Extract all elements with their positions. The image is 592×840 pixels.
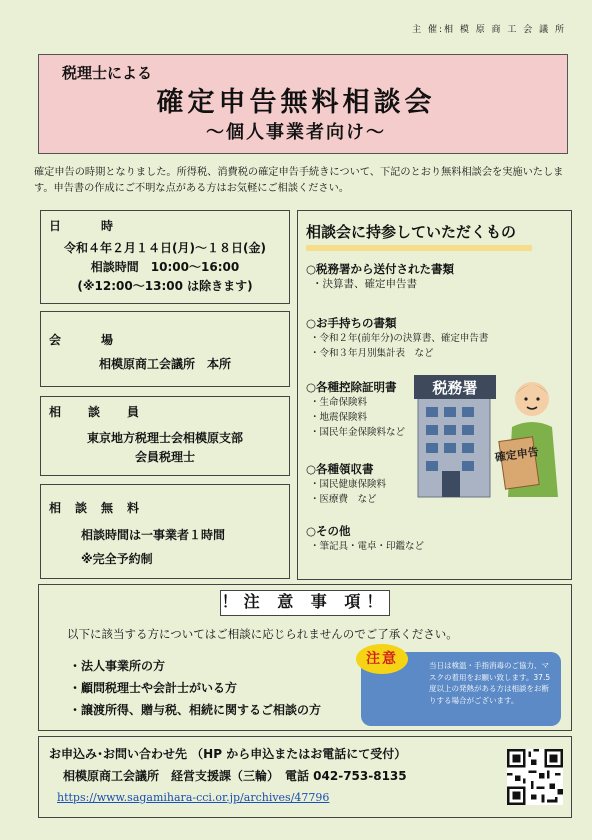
- organizer: 主 催:相 模 原 商 工 会 議 所: [412, 25, 566, 35]
- group-heading: ○各種領収書: [306, 462, 374, 476]
- bring-group: [306, 261, 454, 292]
- datetime-heading: 日 時: [49, 219, 115, 233]
- caution-panel: 当日は検温・手指消毒のご協力、マスクの着用をお願い致します。37.5 度以上の発熱がある方は相談をお断りする場合がございます。: [361, 652, 561, 726]
- datetime-line: 令和４年２月１４日(月)〜１８日(金): [64, 241, 266, 255]
- bring-title: 相談会に持参していただくもの: [306, 223, 517, 241]
- group-item: ・国民年金保険料など: [310, 427, 406, 438]
- datetime-line: (※12:00〜13:00 は除きます): [77, 279, 253, 293]
- group-item: ・生命保険料: [310, 397, 368, 408]
- datetime-line: 相談時間 10:00〜16:00: [90, 260, 240, 274]
- bring-group: [306, 461, 386, 507]
- bring-items-box: [297, 210, 572, 580]
- notice-item: ・顧問税理士や会計士がいる方: [69, 681, 238, 695]
- title-target: 〜個人事業者向け〜: [206, 122, 386, 143]
- tax-document: [499, 437, 539, 489]
- contact-url-link[interactable]: https://www.sagamihara-cci.or.jp/archives/47796: [57, 791, 330, 804]
- group-item: ・医療費 など: [310, 494, 377, 505]
- contact-heading: お申込み･お問い合わせ先 （HP から申込またはお電話にて受付）: [49, 747, 407, 761]
- fee-line: ※完全予約制: [81, 552, 153, 566]
- title-highlight: [306, 245, 532, 251]
- person-head: [515, 382, 549, 416]
- building-door: [442, 471, 460, 497]
- venue-line: 相模原商工会議所 本所: [98, 357, 231, 371]
- intro-text: 確定申告の時期となりました。所得税、消費税の確定申告手続きについて、下記のとおり無料相談会を実施いたします。申告書の作成にご不明な点がある方はお気軽にご相談ください。: [34, 167, 564, 194]
- group-item: ・地震保険料: [310, 412, 368, 423]
- group-item: ・令和２年(前年分)の決算書、確定申告書: [310, 333, 489, 344]
- notice-item: ・法人事業所の方: [69, 659, 166, 673]
- group-heading: ○税務署から送付された書類: [306, 262, 455, 276]
- bring-group: [306, 379, 405, 440]
- title-sub: 税理士による: [62, 64, 153, 82]
- fee-box: [40, 484, 290, 579]
- group-heading: ○各種控除証明書: [306, 380, 397, 394]
- bring-group: [306, 315, 488, 361]
- group-item: ・筆記具・電卓・印鑑など: [310, 541, 425, 552]
- fee-line: 相談時間は一事業者１時間: [81, 528, 226, 542]
- qr-code[interactable]: [507, 749, 563, 805]
- group-item: ・令和３年月別集計表 など: [310, 348, 434, 359]
- group-item: ・国民健康保険料: [310, 479, 387, 490]
- group-heading: ○お手持ちの書類: [306, 316, 397, 330]
- venue-box: [40, 311, 290, 387]
- notice-lead: 以下に該当する方についてはご相談に応じられませんのでご了承ください。: [67, 627, 458, 641]
- notice-title: ！注 意 事 項！: [220, 590, 390, 616]
- group-heading: ○その他: [306, 524, 351, 538]
- page-title: 確定申告無料相談会: [156, 87, 436, 118]
- caution-badge: 注意: [356, 644, 408, 674]
- contact-box: [38, 736, 572, 818]
- notice-item: ・譲渡所得、贈与税、相続に関するご相談の方: [69, 703, 322, 717]
- datetime-box: [40, 210, 290, 304]
- tax-office-illustration: [410, 371, 568, 501]
- advisor-line: 会員税理士: [134, 450, 195, 464]
- document-text: 確定申告: [494, 445, 540, 465]
- advisor-line: 東京地方税理士会相模原支部: [86, 431, 243, 445]
- advisor-box: [40, 396, 290, 476]
- group-item: ・決算書、確定申告書: [312, 278, 417, 290]
- fee-heading: 相 談 無 料: [49, 501, 141, 515]
- building-sign-text: 税務署: [432, 379, 478, 397]
- advisor-heading: 相 談 員: [49, 405, 141, 419]
- notice-list: [69, 655, 321, 721]
- contact-phone: 相模原商工会議所 経営支援課（三輪） 電話 042-753-8135: [63, 769, 407, 783]
- bring-group: [306, 523, 424, 554]
- venue-heading: 会 場: [49, 333, 115, 347]
